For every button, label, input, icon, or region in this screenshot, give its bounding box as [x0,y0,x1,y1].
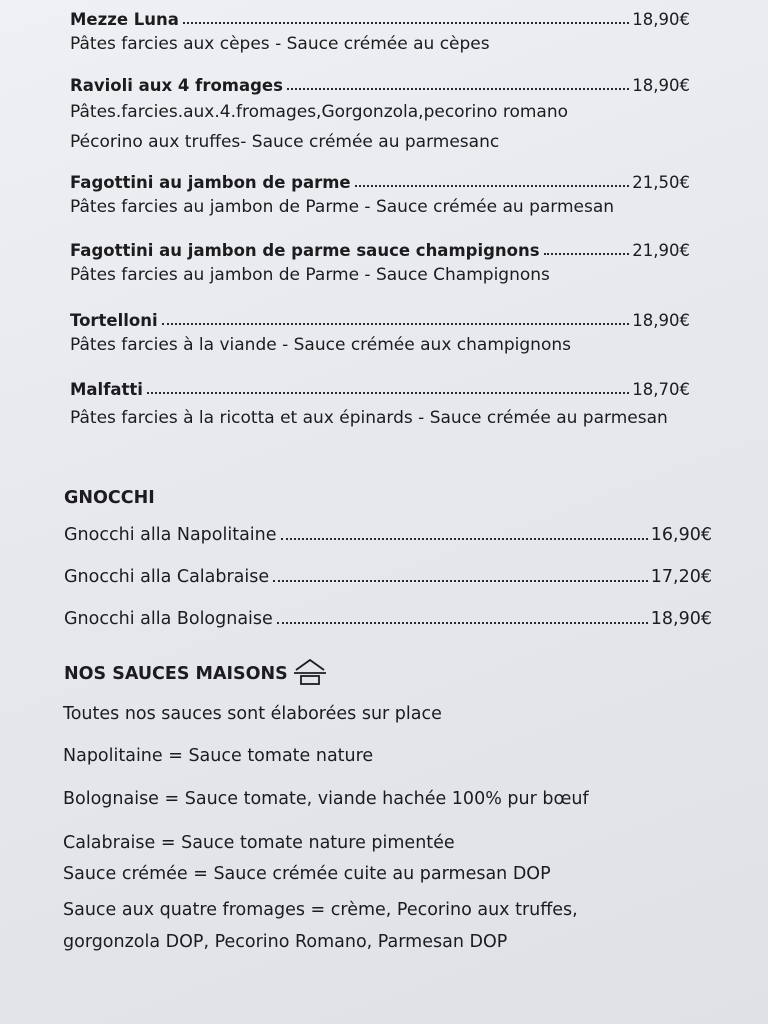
item-description: Pâtes farcies à la ricotta et aux épinards - Sauce crémée au parmesan [70,408,668,428]
house-icon [292,656,328,691]
menu-item-tortelloni [70,311,690,358]
dot-leader [544,252,630,255]
menu-item-fagottini [70,173,690,220]
menu-item-fagottini-champignons [70,241,690,288]
dot-leader [273,579,648,582]
sauce-line: Sauce aux quatre fromages = crème, Pecorino aux truffes, [63,900,578,920]
item-name: Fagottini au jambon de parme [70,173,351,192]
sauce-line: gorgonzola DOP, Pecorino Romano, Parmesan DOP [63,932,508,952]
item-price: 16,90€ [650,525,712,545]
menu-item-ravioli [70,76,690,157]
gnocchi-item [64,525,712,545]
gnocchi-item [64,609,712,629]
menu-item-malfatti [70,380,690,435]
item-price: 18,70€ [632,380,690,399]
item-description: Pâtes farcies aux cèpes - Sauce crémée au cèpes [70,34,490,54]
item-description: Pâtes farcies au jambon de Parme - Sauce crémée au parmesan [70,197,615,217]
item-name: Mezze Luna [70,10,179,29]
sauce-line: Sauce crémée = Sauce crémée cuite au parmesan DOP [63,864,551,884]
gnocchi-item [64,567,712,587]
section-title-sauces [64,656,328,691]
sauce-line: Napolitaine = Sauce tomate nature [63,746,374,766]
item-description: Pécorino aux truffes- Sauce crémée au parmesanc [70,132,500,152]
item-name: Gnocchi alla Calabraise [64,567,270,587]
dot-leader [355,184,630,187]
item-price: 18,90€ [650,609,712,629]
section-title-text: NOS SAUCES MAISONS [64,663,288,684]
dot-leader [277,621,648,624]
item-name: Fagottini au jambon de parme sauce champignons [70,241,540,260]
item-name: Ravioli aux 4 fromages [70,76,283,95]
sauce-line: Bolognaise = Sauce tomate, viande hachée 100% pur bœuf [63,789,589,809]
sauce-line: Calabraise = Sauce tomate nature pimentée [63,833,455,853]
item-description: Pâtes.farcies.aux.4.fromages,Gorgonzola,pecorino romano [70,102,569,122]
item-price: 21,90€ [632,241,690,260]
dot-leader [147,391,629,394]
sauce-line: Toutes nos sauces sont élaborées sur place [63,704,442,724]
item-description: Pâtes farcies à la viande - Sauce crémée aux champignons [70,335,571,355]
item-description: Pâtes farcies au jambon de Parme - Sauce Champignons [70,265,550,285]
menu-item-mezze-luna [70,10,690,57]
item-name: Gnocchi alla Bolognaise [64,609,273,629]
item-price: 21,50€ [632,173,690,192]
item-price: 18,90€ [632,10,690,29]
item-name: Gnocchi alla Napolitaine [64,525,277,545]
dot-leader [287,87,629,90]
item-price: 18,90€ [632,311,690,330]
item-name: Tortelloni [70,311,158,330]
item-price: 18,90€ [632,76,690,95]
section-title-gnocchi: GNOCCHI [64,488,155,508]
item-price: 17,20€ [650,567,712,587]
dot-leader [281,537,648,540]
dot-leader [183,21,629,24]
item-name: Malfatti [70,380,143,399]
dot-leader [162,322,630,325]
